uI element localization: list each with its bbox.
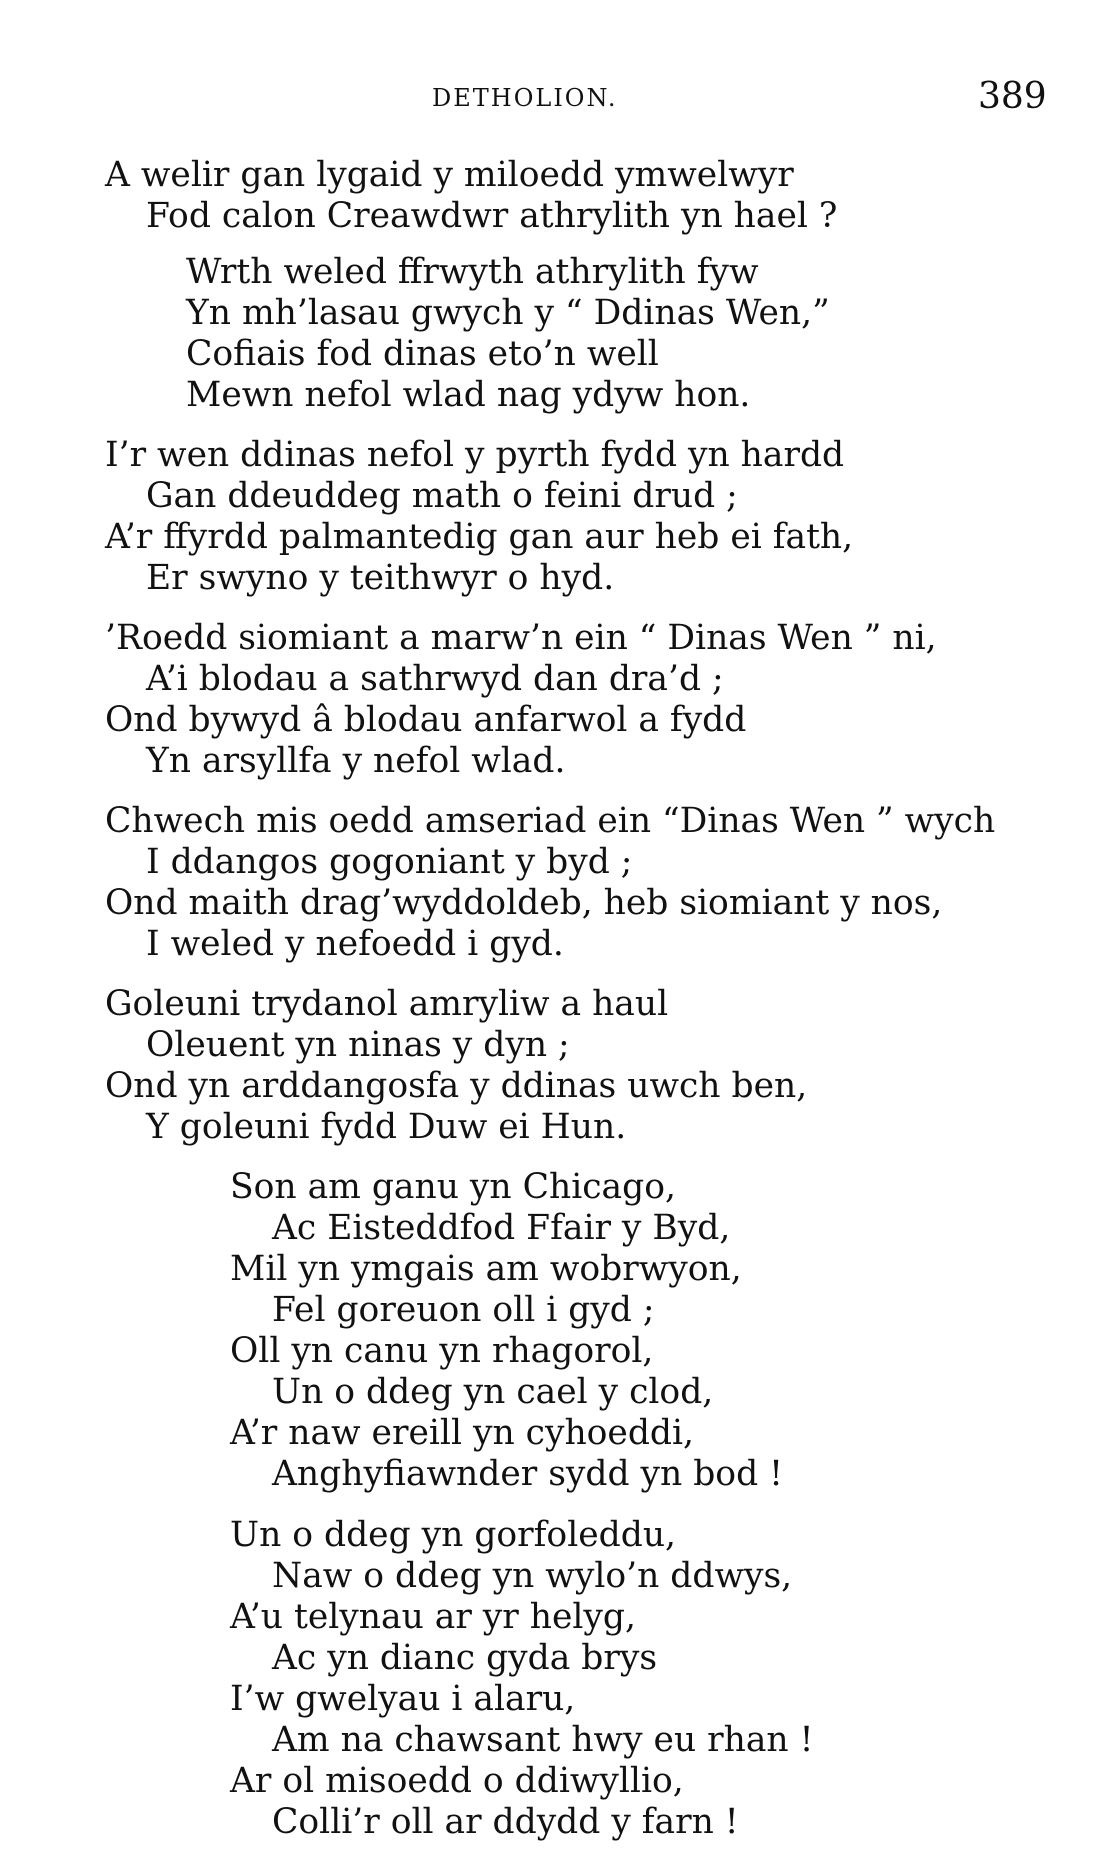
- stanza-7-line-7: A’r naw ereill yn cyhoeddi,: [230, 1413, 695, 1453]
- stanza-5-line-2: I ddangos gogoniant y byd ;: [146, 842, 633, 882]
- running-title: DETHOLION.: [432, 84, 618, 112]
- running-header: [0, 76, 1100, 124]
- stanza-4-line-1: ’Roedd siomiant a marw’n ein “ Dinas Wen ” ni,: [105, 618, 937, 658]
- stanza-3-line-3: A’r ffyrdd palmantedig gan aur heb ei fath,: [105, 517, 854, 557]
- stanza-8-line-1: Un o ddeg yn gorfoleddu,: [230, 1515, 677, 1555]
- stanza-4-line-3: Ond bywyd â blodau anfarwol a fydd: [105, 700, 747, 740]
- stanza-6-line-1: Goleuni trydanol amryliw a haul: [105, 984, 669, 1024]
- stanza-4-line-2: A’i blodau a sathrwyd dan dra’d ;: [146, 659, 724, 699]
- stanza-4-line-4: Yn arsyllfa y nefol wlad.: [146, 741, 566, 781]
- stanza-2-line-1: Wrth weled ffrwyth athrylith fyw: [186, 252, 759, 292]
- stanza-6-line-2: Oleuent yn ninas y dyn ;: [146, 1025, 570, 1065]
- stanza-3-line-4: Er swyno y teithwyr o hyd.: [146, 558, 615, 598]
- stanza-8-line-6: Am na chawsant hwy eu rhan !: [272, 1720, 814, 1760]
- stanza-7-line-6: Un o ddeg yn cael y clod,: [272, 1372, 714, 1412]
- stanza-7-line-8: Anghyfiawnder sydd yn bod !: [272, 1454, 783, 1494]
- stanza-5-line-1: Chwech mis oedd amseriad ein “Dinas Wen ” wych: [105, 801, 996, 841]
- stanza-8-line-2: Naw o ddeg yn wylo’n ddwys,: [272, 1556, 793, 1596]
- stanza-7-line-5: Oll yn canu yn rhagorol,: [230, 1331, 654, 1371]
- stanza-3-line-2: Gan ddeuddeg math o feini drud ;: [146, 476, 738, 516]
- stanza-8-line-8: Colli’r oll ar ddydd y farn !: [272, 1802, 739, 1842]
- stanza-5-line-3: Ond maith drag’wyddoldeb, heb siomiant y nos,: [105, 883, 943, 923]
- stanza-2-line-2: Yn mh’lasau gwych y “ Ddinas Wen,”: [186, 293, 830, 333]
- stanza-7-line-1: Son am ganu yn Chicago,: [230, 1167, 676, 1207]
- stanza-7-line-2: Ac Eisteddfod Ffair y Byd,: [272, 1208, 731, 1248]
- stanza-3-line-1: I’r wen ddinas nefol y pyrth fydd yn hardd: [105, 435, 845, 475]
- stanza-1-line-1: A welir gan lygaid y miloedd ymwelwyr: [105, 155, 794, 195]
- stanza-5-line-4: I weled y nefoedd i gyd.: [146, 924, 564, 964]
- stanza-1-line-2: Fod calon Creawdwr athrylith yn hael ?: [146, 196, 838, 236]
- stanza-8-line-4: Ac yn dianc gyda brys: [272, 1638, 658, 1678]
- stanza-6-line-3: Ond yn arddangosfa y ddinas uwch ben,: [105, 1066, 808, 1106]
- stanza-2-line-4: Mewn nefol wlad nag ydyw hon.: [186, 375, 751, 415]
- stanza-8-line-3: A’u telynau ar yr helyg,: [230, 1597, 636, 1637]
- stanza-2-line-3: Cofiais fod dinas eto’n well: [186, 334, 659, 374]
- stanza-8-line-5: I’w gwelyau i alaru,: [230, 1679, 576, 1719]
- stanza-6-line-4: Y goleuni fydd Duw ei Hun.: [146, 1107, 627, 1147]
- page-number: 389: [978, 76, 1047, 117]
- stanza-7-line-3: Mil yn ymgais am wobrwyon,: [230, 1249, 742, 1289]
- stanza-7-line-4: Fel goreuon oll i gyd ;: [272, 1290, 655, 1330]
- stanza-8-line-7: Ar ol misoedd o ddiwyllio,: [230, 1761, 684, 1801]
